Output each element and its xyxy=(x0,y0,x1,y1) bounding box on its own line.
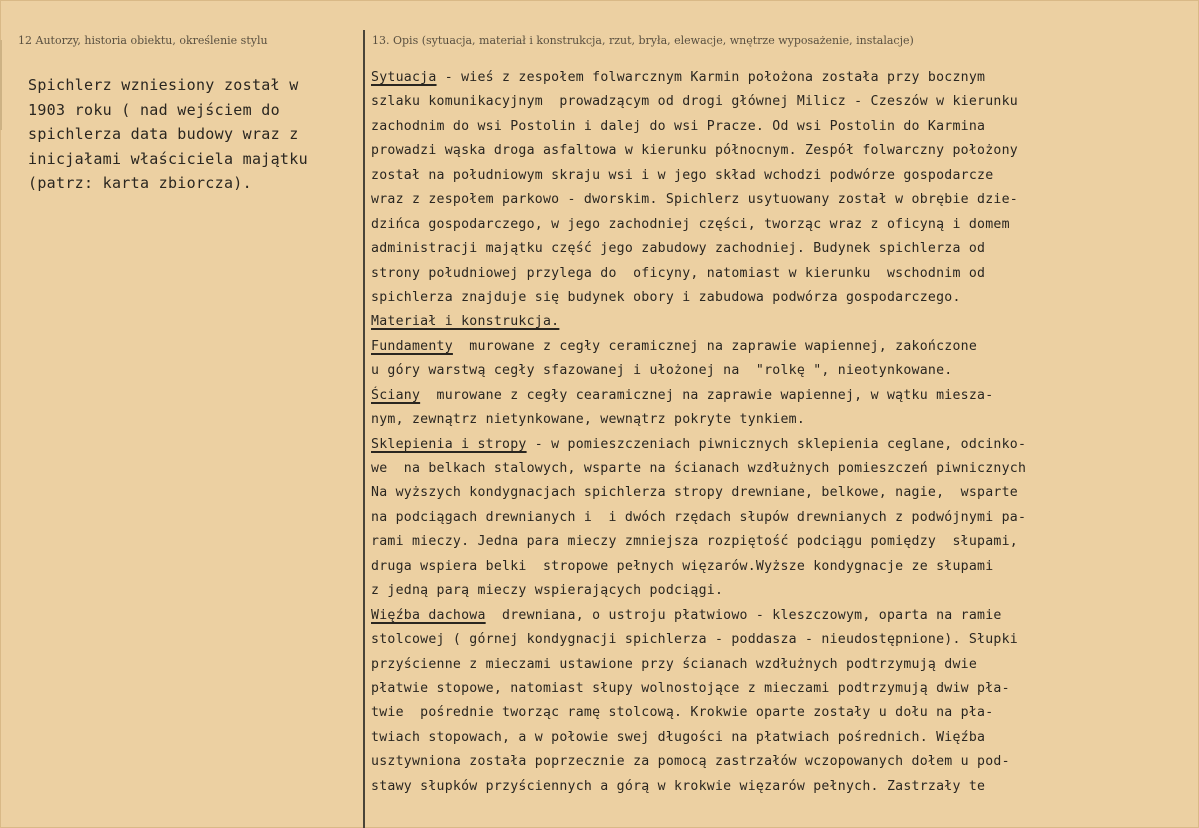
description-line xyxy=(371,481,1171,505)
description-line xyxy=(371,457,1171,481)
line-text: płatwie stopowe, natomiast słupy wolnostojące z mieczami podtrzymują dwiw pła- xyxy=(371,680,1010,696)
line-text: strony południowej przylega do oficyny, natomiast w kierunku wschodnim od xyxy=(371,265,986,281)
line-text: na podciągach drewnianych i i dwóch rzędach słupów drewnianych z podwójnymi pa- xyxy=(371,509,1027,525)
description-line xyxy=(371,115,1171,139)
description-line xyxy=(371,139,1171,163)
description-text xyxy=(371,66,1171,799)
description-line xyxy=(371,775,1171,799)
description-line xyxy=(371,555,1171,579)
line-text: Na wyższych kondygnacjach spichlerza stropy drewniane, belkowe, nagie, wsparte xyxy=(371,485,1018,501)
line-text: twie pośrednie tworząc ramę stolcową. Krokwie oparte zostały u dołu na pła- xyxy=(371,705,994,721)
line-text: - wieś z zespołem folwarcznym Karmin położona została przy bocznym xyxy=(436,70,986,85)
description-line xyxy=(371,213,1171,237)
line-text: drewniana, o ustroju płatwiowo - kleszczowym, oparta na ramie xyxy=(485,607,1002,623)
history-text: Spichlerz wzniesiony został w 1903 roku ( nad wejściem do spichlerza data budowy wraz z inicjałami właściciela majątku (patrz: karta zbiorcza). xyxy=(28,76,308,192)
line-text: stolcowej ( górnej kondygnacji spichlerza - poddasza - nieudostępnione). Słupki xyxy=(371,632,1018,648)
description-line xyxy=(371,433,1171,457)
description-line xyxy=(371,701,1171,725)
description-line xyxy=(371,359,1171,383)
column-divider xyxy=(363,30,365,828)
description-line xyxy=(371,384,1171,408)
description-line xyxy=(371,335,1171,359)
line-text: wraz z zespołem parkowo - dworskim. Spichlerz usytuowany został w obrębie dzie- xyxy=(371,192,1018,208)
line-text: spichlerza znajduje się budynek obory i zabudowa podwórza gospodarczego. xyxy=(371,289,961,305)
section-heading: Sytuacja xyxy=(371,70,437,85)
section-heading: Fundamenty xyxy=(371,338,453,354)
right-column-header: 13. Opis (sytuacja, materiał i konstrukcja, rzut, bryła, elewacje, wnętrze wyposażenie, instalacje) xyxy=(372,34,914,47)
section-heading: Więźba dachowa xyxy=(371,607,486,623)
line-text: zachodnim do wsi Postolin i dalej do wsi Pracze. Od wsi Postolin do Karmina xyxy=(371,118,986,134)
line-text: usztywniona została poprzecznie za pomocą zastrzałów wczopowanych dołem u pod- xyxy=(371,754,1010,770)
description-line xyxy=(371,237,1171,261)
line-text: został na południowym skraju wsi i w jego skład wchodzi podwórze gospodarcze xyxy=(371,167,994,183)
description-line xyxy=(371,750,1171,774)
line-text: - w pomieszczeniach piwnicznych sklepienia ceglane, odcinko- xyxy=(526,436,1027,452)
line-text: prowadzi wąska droga asfaltowa w kierunku północnym. Zespół folwarczny położony xyxy=(371,143,1018,159)
line-text: z jedną parą mieczy wspierających podciągi. xyxy=(371,583,724,599)
description-line xyxy=(371,286,1171,310)
description-line xyxy=(371,188,1171,212)
description-line xyxy=(371,164,1171,188)
line-text: murowane z cegły ceramicznej na zaprawie wapiennej, zakończone xyxy=(452,338,978,354)
line-text: murowane z cegły cearamicznej na zaprawie wapiennej, w wątku miesza- xyxy=(420,387,994,403)
line-text: stawy słupków przyściennych a górą w krokwie więzarów pełnych. Zastrzały te xyxy=(371,778,986,794)
description-line xyxy=(371,579,1171,603)
description-line xyxy=(371,677,1171,701)
description-line xyxy=(371,530,1171,554)
line-text: szlaku komunikacyjnym prowadzącym od drogi głównej Milicz - Czeszów w kierunku xyxy=(371,94,1018,110)
line-text: twiach stopowach, a w połowie swej długości na płatwiach pośrednich. Więźba xyxy=(371,729,986,745)
line-text: we na belkach stalowych, wsparte na ścianach wzdłużnych pomieszczeń piwnicznych xyxy=(371,461,1027,476)
line-text: druga wspiera belki stropowe pełnych więzarów.Wyższe kondygnacje ze słupami xyxy=(371,558,994,574)
description-line xyxy=(371,726,1171,750)
description-line xyxy=(371,310,1171,334)
section-heading: Materiał i konstrukcja. xyxy=(371,314,560,330)
line-text: dzińca gospodarczego, w jego zachodniej części, tworząc wraz z oficyną i domem xyxy=(371,216,1010,232)
description-line xyxy=(371,604,1171,628)
page-edge-line xyxy=(0,40,5,130)
description-line xyxy=(371,408,1171,432)
left-column-header: 12 Autorzy, historia obiektu, określenie stylu xyxy=(18,34,268,47)
description-line xyxy=(371,628,1171,652)
line-text: u góry warstwą cegły sfazowanej i ułożonej na "rolkę ", nieotynkowane. xyxy=(371,363,953,379)
line-text: nym, zewnątrz nietynkowane, wewnątrz pokryte tynkiem. xyxy=(371,412,806,428)
section-heading: Sklepienia i stropy xyxy=(371,436,527,452)
line-text: przyścienne z mieczami ustawione przy ścianach wzdłużnych podtrzymują dwie xyxy=(371,656,978,672)
line-text: rami mieczy. Jedna para mieczy zmniejsza rozpiętość podciągu pomiędzy słupami, xyxy=(371,534,1018,550)
description-line xyxy=(371,653,1171,677)
description-line xyxy=(371,66,1171,90)
description-line xyxy=(371,506,1171,530)
section-heading: Ściany xyxy=(371,387,421,403)
description-line xyxy=(371,262,1171,286)
line-text: administracji majątku część jego zabudowy zachodniej. Budynek spichlerza od xyxy=(371,241,986,257)
description-line xyxy=(371,90,1171,114)
